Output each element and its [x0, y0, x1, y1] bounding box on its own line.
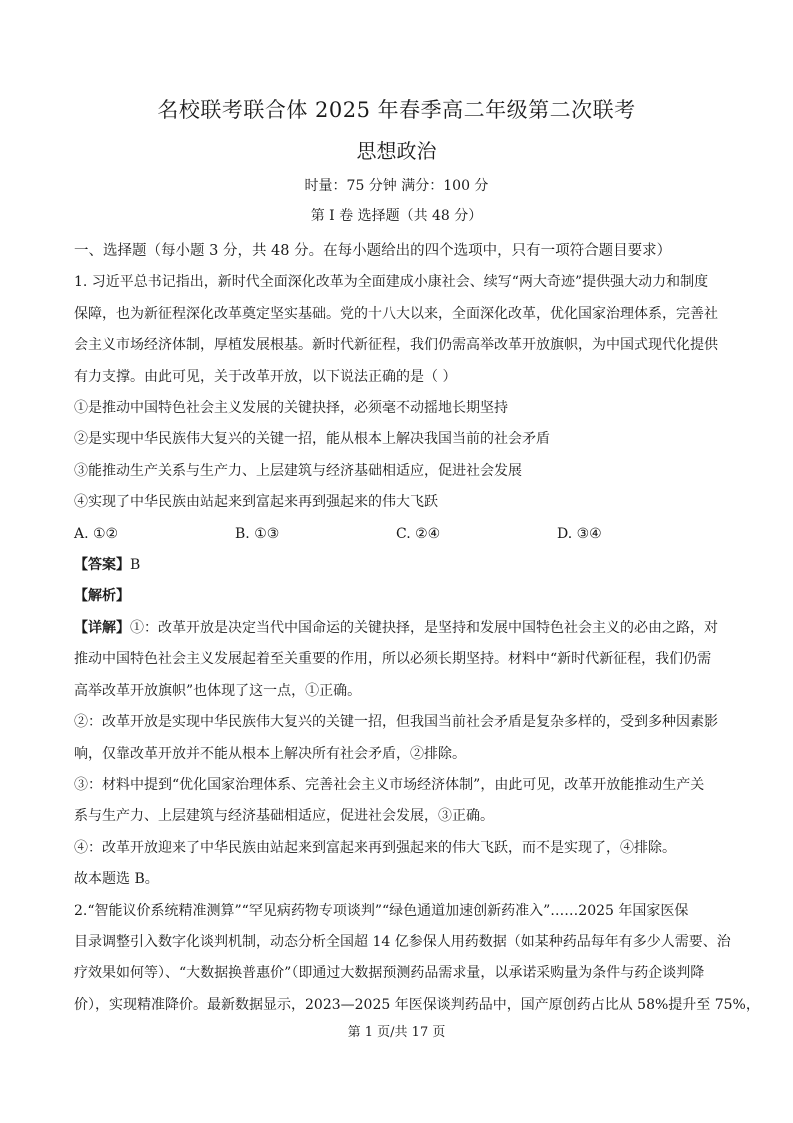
subject-title: 思想政治	[356, 139, 437, 163]
exam-title: 名校联考联合体 2025 年春季高二年级第二次联考	[157, 98, 636, 122]
q1-item: ②是实现中华民族伟大复兴的关键一招，能从根本上解决我国当前的社会矛盾	[74, 431, 550, 448]
exam-meta: 时量：75 分钟 满分：100 分	[304, 178, 489, 194]
q1-stem-line: 会主义市场经济体制，厚植发展根基。新时代新征程，我们仍需高举改革开放旗帜，为中国式现代化提供	[74, 337, 718, 354]
q1-item: ①是推动中国特色社会主义发展的关键抉择，必须毫不动摇地长期坚持	[74, 400, 508, 417]
q1-item: ④实现了中华民族由站起来到富起来再到强起来的伟大飞跃	[74, 494, 438, 511]
q1-conclusion: 故本题选 B。	[74, 871, 159, 888]
volume-heading: 第 I 卷 选择题（共 48 分）	[310, 208, 483, 224]
q1-stem-line: 1. 习近平总书记指出，新时代全面深化改革为全面建成小康社会、续写“两大奇迹”提供强大动力和制度	[74, 274, 709, 291]
q2-stem-line: 2.“智能议价系统精准测算”“罕见病药物专项谈判”“绿色通道加速创新药准入”……2025 年国家医保	[74, 902, 689, 919]
exam-content	[74, 236, 760, 1021]
answer-tag: 【答案】	[74, 557, 130, 574]
detail-tag: 【详解】	[74, 619, 130, 636]
q1-option-c: C. ②④	[396, 525, 441, 542]
q1-answer	[74, 550, 722, 581]
page-number: 第 1 页/共 17 页	[347, 1025, 446, 1040]
q2-stem-line: 目录调整引入数字化谈判机制，动态分析全国超 14 亿参保人用药数据（如某种药品每年有多少人需要、治	[74, 933, 731, 950]
q1-detail-line: ③：材料中提到“优化国家治理体系、完善社会主义市场经济体制”，由此可见，改革开放能推动生产关	[74, 776, 705, 793]
q1-analysis	[74, 581, 722, 612]
q1-detail-first	[74, 613, 722, 644]
q1-options	[74, 519, 722, 550]
q2-stem-line: 疗效果如何等）、“大数据换普惠价”（即通过大数据预测药品需求量，以承诺采购量为条件与药企谈判降	[74, 965, 705, 982]
q1-detail-line: 系与生产力、上层建筑与经济基础相适应，促进社会发展，③正确。	[74, 808, 494, 825]
q1-detail-line: 响，仅靠改革开放并不能从根本上解决所有社会矛盾，②排除。	[74, 745, 466, 762]
q1-stem-line: 保障，也为新征程深化改革奠定坚实基础。党的十八大以来，全面深化改革，优化国家治理体系，完善社	[74, 305, 718, 322]
q1-detail-line: 推动中国特色社会主义发展起着至关重要的作用，所以必须长期坚持。材料中“新时代新征程，我们仍需	[74, 651, 712, 668]
q1-detail-line: 高举改革开放旗帜”也体现了这一点，①正确。	[74, 682, 362, 699]
analysis-tag: 【解析】	[74, 588, 130, 605]
q1-option-a: A. ①②	[74, 525, 119, 542]
answer-value: B	[130, 557, 141, 574]
q2-stem-line: 价），实现精准降价。最新数据显示，2023—2025 年医保谈判药品中，国产原创药占比从 58%提升至 75%，	[74, 996, 760, 1013]
q1-stem-line: 有力支撑。由此可见，关于改革开放，以下说法正确的是（ ）	[74, 368, 457, 385]
q1-detail-line: ④：改革开放迎来了中华民族由站起来到富起来再到强起来的伟大飞跃，而不是实现了，④排除。	[74, 839, 676, 856]
q1-item: ③能推动生产关系与生产力、上层建筑与经济基础相适应，促进社会发展	[74, 462, 522, 479]
q1-option-b: B. ①③	[235, 525, 280, 542]
detail-text: ①：改革开放是决定当代中国命运的关键抉择，是坚持和发展中国特色社会主义的必由之路，对	[130, 619, 718, 636]
q1-option-d: D. ③④	[557, 525, 602, 542]
q1-detail-line: ②：改革开放是实现中华民族伟大复兴的关键一招，但我国当前社会矛盾是复杂多样的，受到多种因素影	[74, 714, 718, 731]
section-heading: 一、选择题（每小题 3 分，共 48 分。在每小题给出的四个选项中，只有一项符合题目要求）	[74, 243, 672, 259]
